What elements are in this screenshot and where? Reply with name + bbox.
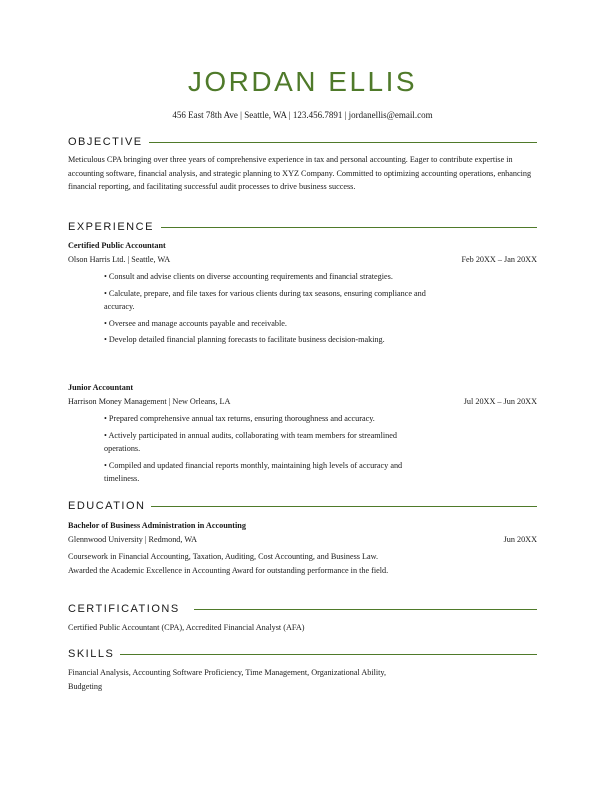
education-section-header [68, 499, 537, 513]
job-dates: Feb 20XX – Jan 20XX [461, 255, 537, 264]
certifications-heading: CERTIFICATIONS [68, 602, 186, 616]
school-name: Glennwood University | Redmond, WA [68, 535, 198, 544]
objective-divider [132, 142, 537, 143]
experience-divider [161, 227, 537, 228]
skills-text: Financial Analysis, Accounting Software Proficiency, Time Management, Organizational Ability, Budgeting [68, 668, 387, 691]
bullet-item: • Calculate, prepare, and file taxes for various clients during tax seasons, ensuring compliance and accuracy. [104, 288, 426, 311]
education-divider [150, 506, 537, 507]
bullet-item: • Develop detailed financial planning forecasts to facilitate business decision-making. [104, 335, 385, 344]
experience-heading: EXPERIENCE [68, 220, 160, 234]
graduation-date: Jun 20XX [503, 535, 537, 544]
certifications-divider [194, 609, 537, 610]
experience-section-header [68, 220, 537, 234]
certifications-section-header [68, 602, 537, 616]
bullet-item: • Actively participated in annual audits, collaborating with team members for streamlined operations. [104, 430, 397, 453]
objective-heading: OBJECTIVE [68, 135, 149, 149]
skills-section-header [68, 647, 537, 661]
certifications-text: Certified Public Accountant (CPA), Accredited Financial Analyst (AFA) [68, 623, 305, 632]
contact-line: 456 East 78th Ave | Seattle, WA | 123.456.7891 | jordanellis@email.com [172, 110, 433, 120]
job-title: Certified Public Accountant [68, 241, 166, 250]
job-title: Junior Accountant [68, 383, 134, 392]
objective-text: Meticulous CPA bringing over three years of comprehensive experience in tax and personal accounting. Eager to contribute expertise in accounting software, financial analysis, and strategic planning to XYZ Company. Committed to optimizing accounting operations, enhancing financial reporting, and facilitating successful audit processes to drive business success. [68, 155, 532, 191]
job-bullets [104, 412, 429, 489]
degree-title: Bachelor of Business Administration in Accounting [68, 521, 246, 530]
skills-divider [119, 654, 537, 655]
bullet-item: • Prepared comprehensive annual tax returns, ensuring thoroughness and accuracy. [104, 414, 375, 423]
bullet-item: • Consult and advise clients on diverse accounting requirements and financial strategies. [104, 272, 393, 281]
bullet-item: • Oversee and manage accounts payable and receivable. [104, 318, 287, 328]
job-company: Harrison Money Management | New Orleans, LA [68, 397, 231, 406]
objective-section-header [68, 135, 537, 149]
resume-name: JORDAN ELLIS [187, 66, 418, 97]
skills-heading: SKILLS [68, 647, 120, 661]
education-heading: EDUCATION [68, 499, 151, 513]
job-bullets [104, 270, 429, 350]
job-company: Olson Harris Ltd. | Seattle, WA [68, 255, 171, 264]
job-dates: Jul 20XX – Jun 20XX [463, 397, 537, 406]
education-details: Coursework in Financial Accounting, Taxation, Auditing, Cost Accounting, and Business Law. Awarded the Academic Excellence in Accounting Award for outstanding performance in the field. [68, 552, 389, 575]
bullet-item: • Compiled and updated financial reports monthly, maintaining high levels of accuracy and timeliness. [104, 460, 403, 483]
